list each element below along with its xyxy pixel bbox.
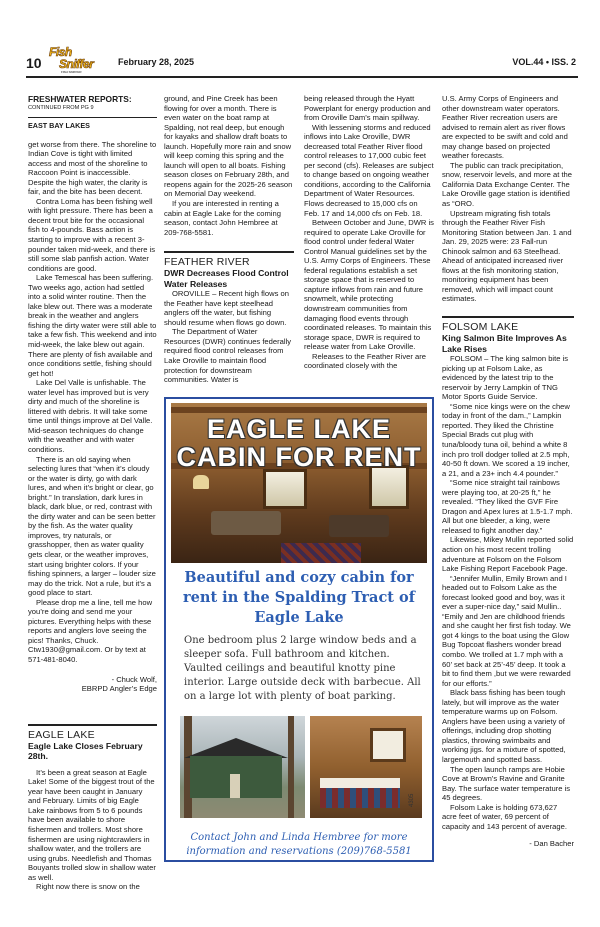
article-paragraph: U.S. Army Corps of Engineers and other downstream water operators. Feather River recreation users are advised to remain alert as river flows are expected to be swift and cold and may change based on projected weather forecasts. <box>442 94 568 161</box>
ad-body-text: One bedroom plus 2 large window beds and a sleeper sofa. Full bathroom and kitchen. Vaulted ceilings and beautiful knotty pine interior. Large outside deck with barbecue. All on a large lot with plenty of boat parking. <box>184 635 421 702</box>
article-paragraph: Please drop me a line, tell me how you’re doing and send me your pictures. Everything helps with these reports and anglers love seeing the pics! Thanks, Chuck. Ctw1930@gmail.com. Or by text at 571-481-8040. <box>28 597 153 665</box>
page-header <box>26 45 578 75</box>
article-subheading: DWR Decreases Flood Control Water Releases <box>164 268 289 289</box>
issue-date: February 28, 2025 <box>118 57 195 67</box>
column-2 <box>164 94 294 385</box>
page-number: 10 <box>26 55 42 71</box>
article-paragraph: Lake Temescal has been suffering. Two weeks ago, action had settled into a solid winter routine. Then the lake blew out. There was a moderate break in the weather and anglers fishing the dirty water were still able to take a few fish. This weekend and into mid-week, the lake blew out again. There are plenty of fish available and once conditions settle, fishing should get hot! <box>28 273 157 378</box>
author-affiliation: EBRPD Angler’s Edge <box>81 684 157 694</box>
cabin-rental-ad <box>164 397 434 862</box>
volume-issue: VOL.44 • ISS. 2 <box>512 57 576 67</box>
ad-code: 4305 <box>409 793 415 807</box>
article-paragraph: The public can track precipitation, snow, reservoir levels, and more at the California Data Exchange Center. The Lake Oroville gage station is identified as “ORO. <box>442 160 572 209</box>
article-paragraph: Releases to the Feather River are coordinated closely with the <box>304 351 426 371</box>
article-paragraph: There is an old saying when selecting lures that “when it’s cloudy or the water is dirty, go with dark lures, and when it’s bright or clear, go bright.” In translation, dark lures in black, dark blue, or red, contrast with the dirty water and can be seen better by the fish. As the water quality improves, try naturals, or grasshopper, then as water quality gets clear, or the weather improves, start using brighter colors. If your fishing spinners, a larger – louder size may do the trick. Not a rule, but it’s a good place to start. <box>28 454 156 598</box>
section-title-freshwater-reports: FRESHWATER REPORTS: <box>28 94 132 104</box>
article-paragraph: Right now there is snow on the <box>36 882 140 892</box>
article-paragraph: With lessening storms and reduced inflows into Lake Oroville, DWR decreased total Feather River flood control releases to 17,000 cubic feet per second (cfs). Releases are subject to change based on ongoing weather conditions, according to the California Department of Water Resources. Flows decreased to 15,000 cfs on Feb. 17 and 14,000 cfs on Feb. 18. <box>304 122 434 218</box>
article-paragraph: Between October and June, DWR is required to operate Lake Oroville for flood control under federal Water Control Manual guidelines set by the U.S. Army Corps of Engineers. These federal regulations establish a set storage space that is reserved to capture inflows from rain and future snowmelt, while protecting downstream communities from damaging flood events through coordinated releases. To maintain this storage space, DWR is required to release water from Lake Oroville. <box>304 218 434 352</box>
ad-title: EAGLE LAKE CABIN FOR RENT <box>176 414 422 472</box>
article-paragraph: “Some nice straight tail rainbows were playing too, at 20-25 ft,” he revealed. “They liked the GVF Fire Dragon and Apex lures at 1.5-1.7 mph. All but one bleeder, a king, were released to fight another day.” <box>442 478 573 535</box>
article-paragraph: Folsom Lake is holding 673,627 acre feet of water, 69 percent of capacity and 143 percent of average. <box>442 802 567 831</box>
article-paragraph: Likewise, Mikey Mullin reported solid action on his most recent trolling adventure at Folsom on the Folsom Lake Fishing Report Facebook Page. <box>442 535 574 574</box>
section-title-feather-river: FEATHER RIVER <box>164 251 294 268</box>
column-1 <box>28 94 157 892</box>
article-paragraph: ground, and Pine Creek has been flowing for over a month. There is even water on the boat ramp at Spalding, not real deep, but enough for kayaks and shallow draft boats to launch. Hopefully more rain and snow will keep coming this spring and the launch will open to all boats. Fishing season closes on February 28th, and reopens again for the 2025-26 season on Memorial Day weekend. <box>164 94 293 199</box>
article-paragraph: being released through the Hyatt Powerplant for energy production and from Oroville Dam’s main spillway. <box>304 94 431 123</box>
article-paragraph: “Jennifer Mullin, Emily Brown and I headed out to Folsom Lake as the forecast looked good and boy, was it ever a super-nice day,” said Mullin.. “Emily and Jen are childhood friends and she caught her first fish today. We got 4 kings to the boat using the Glow Bug Topcoat flashers wonder bread combo. We trolled at 1.7 mph with a 60’ set back at 25’-45’ deep. It took a bit to find them ,but we were rewarded for our efforts.” <box>442 573 571 688</box>
article-paragraph: Contra Loma has been fishing well with light pressure. There has been a decent trout bite for the occasional fish to 4-pounds. Bass action is starting to improve with a recent 3-pounder taken mid-week, and there is still some slab panfish action. Water conditions are good. <box>28 196 156 273</box>
article-paragraph: Black bass fishing has been tough lately, but will improve as the water temperature warms up on Folsom. Anglers have been using a variety of offerings, including drop shotting plastics, throwing swimbaits and working jigs. for a mixture of spotted, largemouth and spotted bass. <box>442 688 566 764</box>
author-signature: - Dan Bacher <box>529 839 574 849</box>
article-paragraph: “Some nice kings were on the chew today in front of the dam.,” Lampkin reported. They liked the Christine Special Brads cut plug with tuna/bloody tuna oil, behind a white 8 inch pro troll dodger tolled at 2.5 mph, 40-50 ft down. We scored a 19 incher, a 21, and a 23+ inch 4.4 pounder.” <box>442 401 570 478</box>
article-paragraph: The Department of Water Resources (DWR) continues federally required flood control releases from Lake Oroville to maintain flood protection for downstream communities. Water is <box>164 327 292 385</box>
article-paragraph: The open launch ramps are Hobie Cove at Brown’s Ravine and Granite Bay. The surface water temperature is 45 degrees. <box>442 764 571 803</box>
article-paragraph: If you are interested in renting a cabin at Eagle Lake for the coming season, contact John Hembree at 209-768-5581. <box>164 199 281 237</box>
author-signature: - Chuck Wolf, <box>111 674 157 684</box>
ad-contact-info: Contact John and Linda Hembree for more information and reservations (209)768-5581 <box>186 832 412 857</box>
location-heading: EAST BAY LAKES <box>28 117 157 130</box>
cabin-interior-photo <box>171 403 427 563</box>
section-title-eagle-lake: EAGLE LAKE <box>28 724 157 741</box>
article-subheading: Eagle Lake Closes February 28th. <box>28 740 143 762</box>
cabin-exterior-photo <box>180 716 305 818</box>
continued-note: CONTINUED FROM PG 9 <box>28 104 94 111</box>
header-rule <box>26 76 578 78</box>
article-paragraph: It’s been a great season at Eagle Lake! Some of the biggest trout of the year have been caught in January and February. Limits of big Eagle Lake rainbows from 5 to 6 pounds have been available to shore fishermen and trollers. Most shore fishermen are using nightcrawlers in shallow water, and the trollers are using grubs. Needlefish and Thomas Bouyants trolled slow in shallow water as well. <box>28 767 156 882</box>
section-title-folsom-lake: FOLSOM LAKE <box>442 316 574 333</box>
article-paragraph: get worse from there. The shoreline to Indian Cove is tight with limited access and most of the shoreline to Raccoon Point is inaccessible. Despite the high water, the clarity is fair, and the bite has been decent. <box>28 139 157 197</box>
article-paragraph: OROVILLE – Recent high flows on the Feather have kept steelhead anglers off the water, but fishing should resume when flows go down. <box>164 289 289 327</box>
fish-sniffer-logo: Fish Sniffer FISH SNIFFER <box>49 45 94 74</box>
article-paragraph: Lake Del Valle is unfishable. The water level has improved but is very dirty and much of the shoreline is littered with debris. It will take some time until things improve at Del Valle. Mid-season techniques do change with the weather and with water conditions. <box>28 378 153 454</box>
article-paragraph: Upstream migrating fish totals through the Feather River Fish Monitoring Station between Jan. 1 and Jan. 29, 2025 were: 23 Fall-run Chinook salmon and 63 Steelhead. Ahead of anticipated increased river flows at the fish monitoring station, monitoring equipment has been removed, which will impact count estimates. <box>442 208 572 304</box>
column-4 <box>442 94 574 849</box>
article-subheading: King Salmon Bite Improves As Lake Rises <box>442 333 567 354</box>
cabin-bedroom-photo <box>310 716 422 818</box>
article-paragraph: FOLSOM – The king salmon bite is picking up at Folsom Lake, as evidenced by the latest trip to the reservoir by Jerry Lampkin of TNG Motor Sports Guide Service. <box>442 354 569 402</box>
ad-headline: Beautiful and cozy cabin for rent in the Spalding Tract of Eagle Lake <box>183 569 415 626</box>
column-3 <box>304 94 434 371</box>
